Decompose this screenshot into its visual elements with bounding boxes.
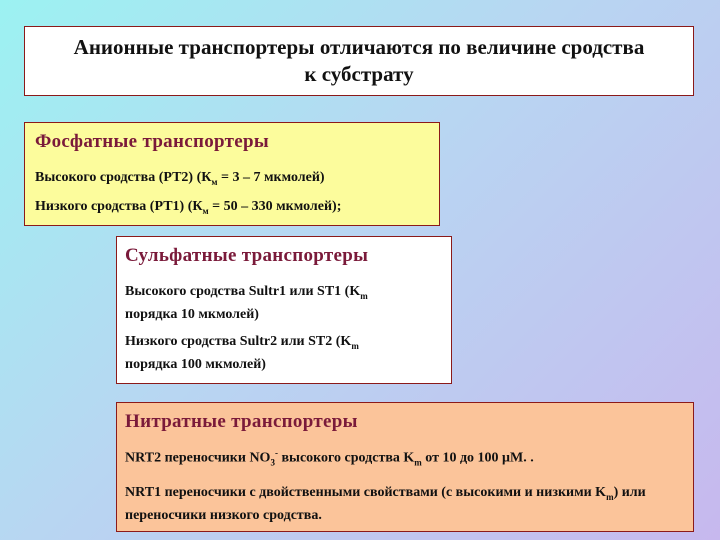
title-box xyxy=(24,26,694,96)
nitrate-nrt2 xyxy=(125,447,685,470)
nrt2-value: от 10 до 100 μМ. . xyxy=(421,450,534,466)
nrt2-mid-text: высокого сродства K xyxy=(277,450,415,466)
phosphate-transporters-box xyxy=(24,122,440,226)
phosphate-heading: Фосфатные транспортеры xyxy=(35,131,269,152)
phosphate-low-affinity xyxy=(35,196,429,219)
nrt2-text: NRT2 переносчики NO xyxy=(125,450,271,466)
nitrate-transporters-box xyxy=(116,402,694,532)
nrt2-no3-sub: 3 xyxy=(270,457,275,468)
title-line-2: к субстрату xyxy=(304,62,414,86)
phosphate-low-value: = 50 – 330 мкмолей); xyxy=(208,198,342,214)
nitrate-nrt1 xyxy=(125,482,685,526)
phosphate-low-sub: м xyxy=(202,205,209,216)
sulfate-high-value: порядка 10 мкмолей) xyxy=(125,306,259,322)
nrt2-no3-sup: - xyxy=(274,448,278,458)
nrt1-km-sub: m xyxy=(606,492,614,503)
sulfate-low-affinity xyxy=(125,331,443,375)
nrt2-km-sub: m xyxy=(414,457,422,468)
sulfate-low-value: порядка 100 мкмолей) xyxy=(125,357,266,373)
sulfate-high-affinity xyxy=(125,281,443,325)
nitrate-heading: Нитратные транспортеры xyxy=(125,411,358,432)
phosphate-low-text: Низкого сродства (РТ1) (К xyxy=(35,198,203,214)
sulfate-heading: Сульфатные транспортеры xyxy=(125,245,369,266)
phosphate-high-text: Высокого сродства (РТ2) (К xyxy=(35,170,212,185)
title-line-1: Анионные транспортеры отличаются по величине сродства xyxy=(73,34,645,59)
slide-title xyxy=(74,34,645,89)
sulfate-high-sub: m xyxy=(360,290,368,301)
nrt1-text: NRT1 переносчики с двойственными свойствами (с высокими и низкими K xyxy=(125,485,607,501)
sulfate-low-sub: m xyxy=(351,341,359,352)
sulfate-transporters-box xyxy=(116,236,452,384)
sulfate-high-text: Высокого сродства Sultr1 или ST1 (K xyxy=(125,284,361,299)
phosphate-high-value: = 3 – 7 мкмолей) xyxy=(217,170,325,185)
phosphate-high-sub: м xyxy=(211,176,218,187)
phosphate-high-affinity xyxy=(35,167,429,190)
nrt1-post-text: ) или переносчики низкого сродства. xyxy=(125,485,646,524)
sulfate-low-text: Низкого сродства Sultr2 или ST2 (K xyxy=(125,334,352,350)
